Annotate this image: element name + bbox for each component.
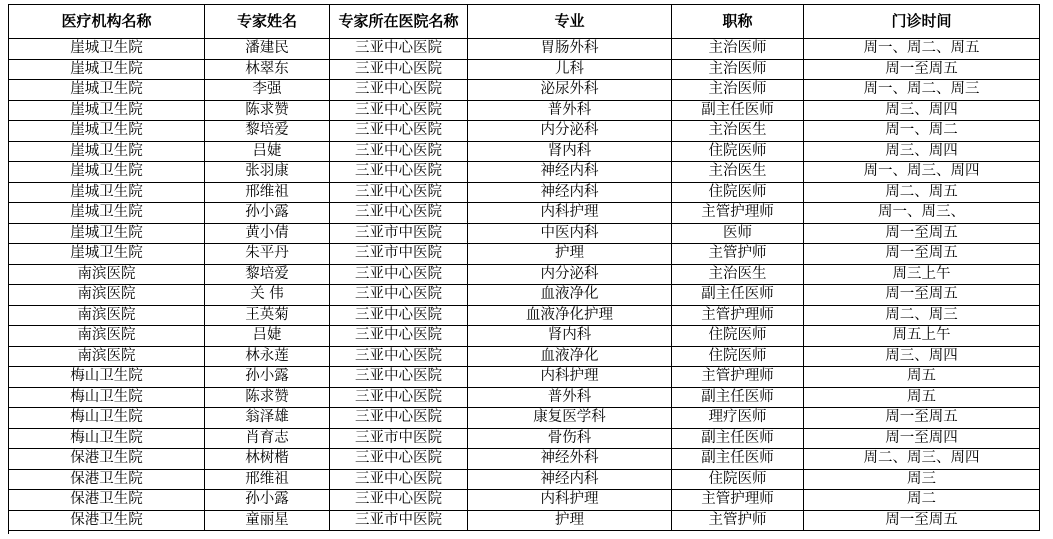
expert-name-cell: 潘建民 <box>205 39 330 60</box>
clinic-schedule-table <box>8 4 1040 531</box>
specialty-cell: 中医内科 <box>468 223 672 244</box>
expert-hospital-cell: 三亚中心医院 <box>330 121 468 142</box>
table-row <box>9 264 1040 285</box>
title-cell: 主治医师 <box>672 80 804 101</box>
table-row <box>9 367 1040 388</box>
header-institution: 医疗机构名称 <box>9 5 205 39</box>
institution-cell: 保港卫生院 <box>9 510 205 531</box>
clinic-time-cell: 周一、周二、周五 <box>804 39 1040 60</box>
header-title: 职称 <box>672 5 804 39</box>
expert-name-cell: 孙小露 <box>205 203 330 224</box>
expert-hospital-cell: 三亚市中医院 <box>330 223 468 244</box>
specialty-cell: 肾内科 <box>468 326 672 347</box>
expert-name-cell: 黎培爱 <box>205 264 330 285</box>
clinic-time-cell: 周一、周二 <box>804 121 1040 142</box>
title-cell: 主管护理师 <box>672 203 804 224</box>
institution-cell: 崖城卫生院 <box>9 39 205 60</box>
table-row <box>9 182 1040 203</box>
table-row <box>9 326 1040 347</box>
table-row <box>9 244 1040 265</box>
clinic-time-cell: 周三、周四 <box>804 100 1040 121</box>
expert-name-cell: 张羽康 <box>205 162 330 183</box>
expert-name-cell: 林翠东 <box>205 59 330 80</box>
specialty-cell: 普外科 <box>468 387 672 408</box>
clinic-time-cell: 周三 <box>804 469 1040 490</box>
expert-hospital-cell: 三亚中心医院 <box>330 408 468 429</box>
title-cell: 住院医师 <box>672 469 804 490</box>
expert-name-cell: 翁泽雄 <box>205 408 330 429</box>
institution-cell: 南滨医院 <box>9 264 205 285</box>
institution-cell: 南滨医院 <box>9 326 205 347</box>
institution-cell: 南滨医院 <box>9 346 205 367</box>
title-cell: 副主任医师 <box>672 387 804 408</box>
expert-name-cell: 吕婕 <box>205 326 330 347</box>
expert-hospital-cell: 三亚市中医院 <box>330 428 468 449</box>
specialty-cell: 儿科 <box>468 59 672 80</box>
title-cell: 副主任医师 <box>672 449 804 470</box>
title-cell: 住院医师 <box>672 182 804 203</box>
institution-cell: 南滨医院 <box>9 305 205 326</box>
table-row <box>9 408 1040 429</box>
expert-name-cell: 林永莲 <box>205 346 330 367</box>
expert-name-cell: 孙小露 <box>205 490 330 511</box>
expert-name-cell: 关 伟 <box>205 285 330 306</box>
institution-cell: 崖城卫生院 <box>9 121 205 142</box>
expert-hospital-cell: 三亚中心医院 <box>330 80 468 101</box>
title-cell: 副主任医师 <box>672 100 804 121</box>
institution-cell: 保港卫生院 <box>9 449 205 470</box>
specialty-cell: 普外科 <box>468 100 672 121</box>
specialty-cell: 神经内科 <box>468 162 672 183</box>
expert-name-cell: 肖育志 <box>205 428 330 449</box>
specialty-cell: 血液净化 <box>468 346 672 367</box>
table-row <box>9 510 1040 531</box>
title-cell: 主治医生 <box>672 162 804 183</box>
table-row <box>9 387 1040 408</box>
clinic-time-cell: 周二、周三、周四 <box>804 449 1040 470</box>
title-cell: 主管护师 <box>672 510 804 531</box>
institution-cell: 崖城卫生院 <box>9 244 205 265</box>
table-row <box>9 121 1040 142</box>
title-cell: 主治医师 <box>672 39 804 60</box>
specialty-cell: 内科护理 <box>468 367 672 388</box>
institution-cell: 崖城卫生院 <box>9 80 205 101</box>
title-cell: 主管护师 <box>672 244 804 265</box>
clinic-time-cell: 周二 <box>804 490 1040 511</box>
header-expert-name: 专家姓名 <box>205 5 330 39</box>
title-cell: 副主任医师 <box>672 285 804 306</box>
specialty-cell: 骨伤科 <box>468 428 672 449</box>
title-cell: 副主任医师 <box>672 428 804 449</box>
expert-name-cell: 陈求赞 <box>205 100 330 121</box>
title-cell: 医师 <box>672 223 804 244</box>
expert-hospital-cell: 三亚中心医院 <box>330 346 468 367</box>
institution-cell: 崖城卫生院 <box>9 100 205 121</box>
expert-name-cell: 童丽星 <box>205 510 330 531</box>
institution-cell: 保港卫生院 <box>9 469 205 490</box>
clinic-time-cell: 周一至周五 <box>804 408 1040 429</box>
specialty-cell: 胃肠外科 <box>468 39 672 60</box>
title-cell: 主治医师 <box>672 59 804 80</box>
header-row <box>9 5 1040 39</box>
expert-name-cell: 黎培爱 <box>205 121 330 142</box>
expert-name-cell: 朱平丹 <box>205 244 330 265</box>
institution-cell: 崖城卫生院 <box>9 182 205 203</box>
specialty-cell: 内分泌科 <box>468 121 672 142</box>
clinic-time-cell: 周三上午 <box>804 264 1040 285</box>
specialty-cell: 神经外科 <box>468 449 672 470</box>
table-row <box>9 141 1040 162</box>
specialty-cell: 内科护理 <box>468 490 672 511</box>
institution-cell: 崖城卫生院 <box>9 141 205 162</box>
specialty-cell: 血液净化护理 <box>468 305 672 326</box>
institution-cell: 梅山卫生院 <box>9 367 205 388</box>
expert-hospital-cell: 三亚中心医院 <box>330 285 468 306</box>
expert-name-cell: 孙小露 <box>205 367 330 388</box>
table-row <box>9 223 1040 244</box>
table-body <box>9 39 1040 531</box>
specialty-cell: 内科护理 <box>468 203 672 224</box>
table-row <box>9 59 1040 80</box>
table-row <box>9 162 1040 183</box>
clinic-time-cell: 周二、周三 <box>804 305 1040 326</box>
header-specialty: 专业 <box>468 5 672 39</box>
institution-cell: 梅山卫生院 <box>9 428 205 449</box>
title-cell: 住院医师 <box>672 346 804 367</box>
title-cell: 主管护理师 <box>672 490 804 511</box>
expert-hospital-cell: 三亚中心医院 <box>330 162 468 183</box>
title-cell: 主治医生 <box>672 264 804 285</box>
clinic-time-cell: 周一、周二、周三 <box>804 80 1040 101</box>
table-row <box>9 203 1040 224</box>
title-cell: 理疗医师 <box>672 408 804 429</box>
table-row <box>9 428 1040 449</box>
clinic-time-cell: 周一、周三、 <box>804 203 1040 224</box>
expert-name-cell: 吕婕 <box>205 141 330 162</box>
clinic-time-cell: 周一至周五 <box>804 510 1040 531</box>
header-expert-hospital: 专家所在医院名称 <box>330 5 468 39</box>
expert-hospital-cell: 三亚市中医院 <box>330 244 468 265</box>
clinic-time-cell: 周一、周三、周四 <box>804 162 1040 183</box>
table-row <box>9 305 1040 326</box>
table-row <box>9 449 1040 470</box>
expert-name-cell: 黄小倩 <box>205 223 330 244</box>
specialty-cell: 康复医学科 <box>468 408 672 429</box>
expert-name-cell: 王英菊 <box>205 305 330 326</box>
title-cell: 主管护理师 <box>672 305 804 326</box>
institution-cell: 崖城卫生院 <box>9 203 205 224</box>
expert-hospital-cell: 三亚中心医院 <box>330 469 468 490</box>
table-row <box>9 285 1040 306</box>
clinic-time-cell: 周五上午 <box>804 326 1040 347</box>
clinic-time-cell: 周三、周四 <box>804 346 1040 367</box>
table-row <box>9 469 1040 490</box>
specialty-cell: 内分泌科 <box>468 264 672 285</box>
clinic-time-cell: 周一至周五 <box>804 59 1040 80</box>
table-row <box>9 490 1040 511</box>
title-cell: 主管护理师 <box>672 367 804 388</box>
expert-name-cell: 邢维祖 <box>205 469 330 490</box>
institution-cell: 南滨医院 <box>9 285 205 306</box>
table-row <box>9 39 1040 60</box>
title-cell: 住院医师 <box>672 326 804 347</box>
expert-hospital-cell: 三亚中心医院 <box>330 490 468 511</box>
specialty-cell: 泌尿外科 <box>468 80 672 101</box>
institution-cell: 保港卫生院 <box>9 490 205 511</box>
expert-hospital-cell: 三亚中心医院 <box>330 326 468 347</box>
institution-cell: 崖城卫生院 <box>9 59 205 80</box>
clinic-time-cell: 周一至周五 <box>804 244 1040 265</box>
specialty-cell: 神经内科 <box>468 182 672 203</box>
expert-hospital-cell: 三亚中心医院 <box>330 264 468 285</box>
specialty-cell: 护理 <box>468 510 672 531</box>
table-row <box>9 100 1040 121</box>
title-cell: 住院医师 <box>672 141 804 162</box>
clinic-time-cell: 周一至周五 <box>804 223 1040 244</box>
institution-cell: 崖城卫生院 <box>9 162 205 183</box>
expert-hospital-cell: 三亚中心医院 <box>330 387 468 408</box>
expert-name-cell: 李强 <box>205 80 330 101</box>
title-cell: 主治医生 <box>672 121 804 142</box>
expert-hospital-cell: 三亚中心医院 <box>330 367 468 388</box>
institution-cell: 梅山卫生院 <box>9 408 205 429</box>
expert-hospital-cell: 三亚中心医院 <box>330 39 468 60</box>
expert-hospital-cell: 三亚中心医院 <box>330 141 468 162</box>
clinic-time-cell: 周三、周四 <box>804 141 1040 162</box>
institution-cell: 崖城卫生院 <box>9 223 205 244</box>
institution-cell: 梅山卫生院 <box>9 387 205 408</box>
clinic-time-cell: 周一至周五 <box>804 285 1040 306</box>
expert-hospital-cell: 三亚中心医院 <box>330 100 468 121</box>
specialty-cell: 护理 <box>468 244 672 265</box>
expert-name-cell: 林树楷 <box>205 449 330 470</box>
specialty-cell: 血液净化 <box>468 285 672 306</box>
expert-name-cell: 陈求赞 <box>205 387 330 408</box>
expert-name-cell: 邢维祖 <box>205 182 330 203</box>
expert-hospital-cell: 三亚市中医院 <box>330 510 468 531</box>
clinic-time-cell: 周五 <box>804 387 1040 408</box>
clinic-time-cell: 周五 <box>804 367 1040 388</box>
expert-hospital-cell: 三亚中心医院 <box>330 305 468 326</box>
table-row <box>9 346 1040 367</box>
table-row <box>9 80 1040 101</box>
expert-hospital-cell: 三亚中心医院 <box>330 182 468 203</box>
specialty-cell: 肾内科 <box>468 141 672 162</box>
expert-hospital-cell: 三亚中心医院 <box>330 203 468 224</box>
expert-hospital-cell: 三亚中心医院 <box>330 449 468 470</box>
header-clinic-time: 门诊时间 <box>804 5 1040 39</box>
clinic-time-cell: 周一至周四 <box>804 428 1040 449</box>
specialty-cell: 神经内科 <box>468 469 672 490</box>
expert-hospital-cell: 三亚中心医院 <box>330 59 468 80</box>
clinic-time-cell: 周二、周五 <box>804 182 1040 203</box>
